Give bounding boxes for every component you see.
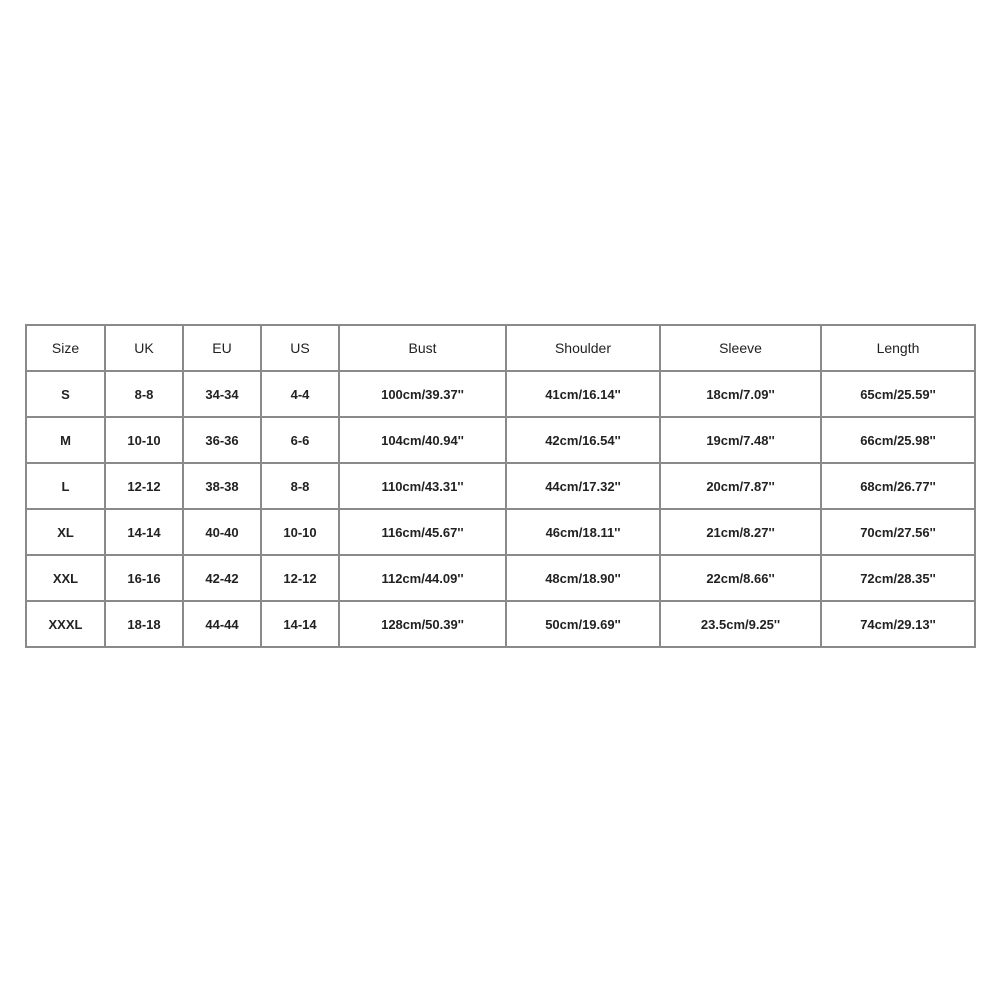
header-sleeve: Sleeve (660, 325, 821, 371)
cell-uk: 16-16 (105, 555, 183, 601)
cell-us: 14-14 (261, 601, 339, 647)
header-uk: UK (105, 325, 183, 371)
cell-length: 72cm/28.35'' (821, 555, 975, 601)
cell-bust: 100cm/39.37'' (339, 371, 506, 417)
header-bust: Bust (339, 325, 506, 371)
size-chart-table (25, 324, 976, 648)
cell-bust: 112cm/44.09'' (339, 555, 506, 601)
cell-shoulder: 42cm/16.54'' (506, 417, 660, 463)
cell-sleeve: 20cm/7.87'' (660, 463, 821, 509)
header-row (26, 325, 975, 371)
cell-sleeve: 19cm/7.48'' (660, 417, 821, 463)
cell-sleeve: 22cm/8.66'' (660, 555, 821, 601)
cell-uk: 12-12 (105, 463, 183, 509)
cell-eu: 38-38 (183, 463, 261, 509)
cell-shoulder: 48cm/18.90'' (506, 555, 660, 601)
table-row (26, 417, 975, 463)
cell-uk: 10-10 (105, 417, 183, 463)
cell-eu: 42-42 (183, 555, 261, 601)
table-row (26, 371, 975, 417)
cell-eu: 34-34 (183, 371, 261, 417)
table-row (26, 463, 975, 509)
cell-us: 12-12 (261, 555, 339, 601)
cell-size: L (26, 463, 105, 509)
cell-size: XXXL (26, 601, 105, 647)
header-size: Size (26, 325, 105, 371)
cell-length: 65cm/25.59'' (821, 371, 975, 417)
cell-us: 6-6 (261, 417, 339, 463)
header-eu: EU (183, 325, 261, 371)
cell-bust: 110cm/43.31'' (339, 463, 506, 509)
table-row (26, 601, 975, 647)
cell-eu: 40-40 (183, 509, 261, 555)
cell-size: XXL (26, 555, 105, 601)
cell-shoulder: 44cm/17.32'' (506, 463, 660, 509)
cell-us: 10-10 (261, 509, 339, 555)
cell-length: 68cm/26.77'' (821, 463, 975, 509)
table-row (26, 555, 975, 601)
cell-sleeve: 23.5cm/9.25'' (660, 601, 821, 647)
cell-size: XL (26, 509, 105, 555)
cell-shoulder: 46cm/18.11'' (506, 509, 660, 555)
cell-eu: 44-44 (183, 601, 261, 647)
cell-uk: 18-18 (105, 601, 183, 647)
cell-length: 66cm/25.98'' (821, 417, 975, 463)
cell-bust: 104cm/40.94'' (339, 417, 506, 463)
cell-shoulder: 50cm/19.69'' (506, 601, 660, 647)
header-us: US (261, 325, 339, 371)
cell-us: 4-4 (261, 371, 339, 417)
cell-length: 70cm/27.56'' (821, 509, 975, 555)
cell-length: 74cm/29.13'' (821, 601, 975, 647)
cell-uk: 8-8 (105, 371, 183, 417)
header-length: Length (821, 325, 975, 371)
cell-sleeve: 18cm/7.09'' (660, 371, 821, 417)
table-row (26, 509, 975, 555)
cell-size: M (26, 417, 105, 463)
cell-bust: 128cm/50.39'' (339, 601, 506, 647)
header-shoulder: Shoulder (506, 325, 660, 371)
cell-shoulder: 41cm/16.14'' (506, 371, 660, 417)
cell-sleeve: 21cm/8.27'' (660, 509, 821, 555)
cell-uk: 14-14 (105, 509, 183, 555)
cell-us: 8-8 (261, 463, 339, 509)
cell-size: S (26, 371, 105, 417)
cell-bust: 116cm/45.67'' (339, 509, 506, 555)
cell-eu: 36-36 (183, 417, 261, 463)
